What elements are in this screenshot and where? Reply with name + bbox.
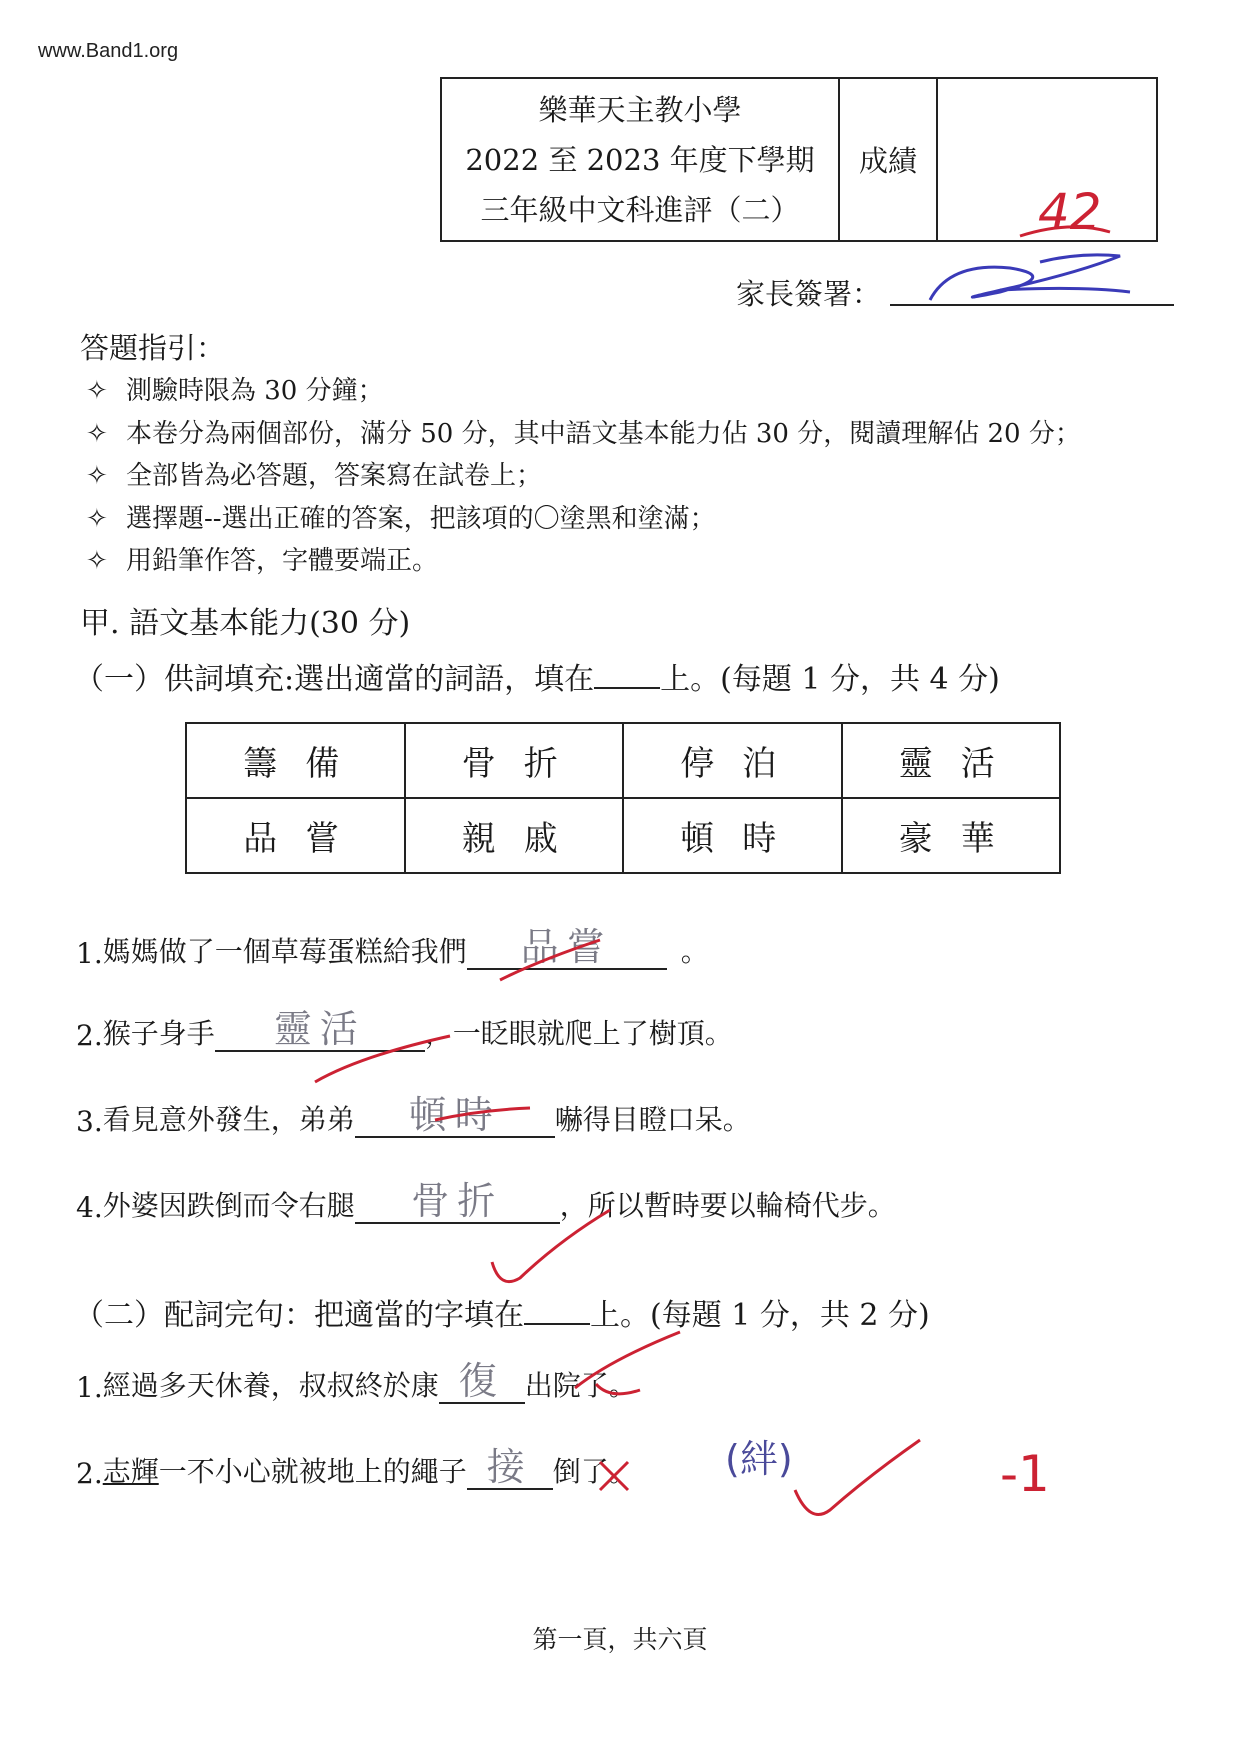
- instruction-item: ✧ 選擇題--選出正確的答案，把該項的〇塗黑和塗滿；: [86, 498, 1081, 541]
- word-cell: 親戚: [405, 798, 624, 873]
- header-box: [440, 77, 1158, 242]
- teacher-correction: (絆): [725, 1437, 793, 1481]
- exam-name: 三年級中文科進評（二）: [480, 192, 800, 227]
- word-cell: 骨折: [405, 723, 624, 798]
- four-point-star-icon: ✧: [86, 418, 108, 449]
- score-label: 成績: [840, 79, 938, 240]
- q2-sentence-2: 2. 志輝 一不小心就被地上的繩子 接 倒了。: [76, 1445, 637, 1490]
- word-cell: 頓時: [623, 798, 842, 873]
- handwritten-answer: 頓時: [408, 1093, 501, 1137]
- q1-sentence-2: 2. 猴子身手 靈活 ，一眨眼就爬上了樹頂。: [76, 1007, 733, 1052]
- table-row: [186, 798, 1060, 873]
- parent-signature-scribble: [930, 255, 1130, 300]
- instruction-item: ✧ 測驗時限為 30 分鐘；: [86, 370, 1081, 413]
- instructions-list: [86, 370, 1081, 583]
- instruction-item: ✧ 全部皆為必答題，答案寫在試卷上；: [86, 455, 1081, 498]
- instruction-item: ✧ 用鉛筆作答，字體要端正。: [86, 540, 1081, 583]
- handwritten-score: 42: [1038, 183, 1102, 241]
- table-row: [186, 723, 1060, 798]
- q1-sentence-4: 4. 外婆因跌倒而令右腿 骨折 ，所以暫時要以輪椅代步。: [76, 1179, 896, 1224]
- word-cell: 停泊: [623, 723, 842, 798]
- handwritten-answer: 靈活: [273, 1007, 366, 1051]
- deduction-mark: -1: [1000, 1445, 1050, 1503]
- word-bank-table: [185, 722, 1061, 874]
- answer-blank[interactable]: [355, 1179, 560, 1224]
- example-blank: [594, 665, 660, 689]
- word-cell: 籌備: [186, 723, 405, 798]
- parent-signature-line: [890, 304, 1174, 306]
- page-footer: 第一頁，共六頁: [532, 1625, 708, 1654]
- answer-blank[interactable]: [439, 1359, 525, 1404]
- parent-signature-label: 家長簽署：: [736, 277, 882, 311]
- four-point-star-icon: ✧: [86, 503, 108, 534]
- word-cell: 品嘗: [186, 798, 405, 873]
- section-a-title: 甲. 語文基本能力(30 分): [80, 606, 411, 641]
- instructions-title: 答題指引：: [80, 331, 226, 365]
- handwritten-answer: 復: [458, 1359, 505, 1403]
- answer-blank[interactable]: [467, 925, 667, 970]
- check-mark: [795, 1440, 920, 1515]
- q1-sentence-3: 3. 看見意外發生，弟弟 頓時 嚇得目瞪口呆。: [76, 1093, 751, 1138]
- handwritten-answer: 骨折: [411, 1179, 504, 1223]
- school-name: 樂華天主教小學: [538, 92, 742, 127]
- instruction-item: ✧ 本卷分為兩個部份，滿分 50 分，其中語文基本能力佔 30 分，閱讀理解佔 20 分；: [86, 413, 1081, 456]
- answer-blank[interactable]: [355, 1093, 555, 1138]
- proper-name: 志輝: [102, 1455, 159, 1488]
- answer-blank[interactable]: [215, 1007, 425, 1052]
- q2-title: （二）配詞完句：把適當的字填在 上。(每題 1 分，共 2 分): [74, 1298, 930, 1333]
- watermark: www.Band1.org: [38, 40, 179, 62]
- four-point-star-icon: ✧: [86, 461, 108, 491]
- answer-blank[interactable]: [467, 1445, 553, 1490]
- q2-sentence-1: 1. 經過多天休養，叔叔終於康 復 出院了。: [76, 1359, 637, 1404]
- four-point-star-icon: ✧: [86, 546, 108, 576]
- q1-sentence-1: 1. 媽媽做了一個草莓蛋糕給我們 品嘗 。: [76, 925, 709, 970]
- example-blank: [524, 1301, 590, 1325]
- exam-title-cell: [442, 79, 840, 240]
- word-cell: 豪華: [842, 798, 1061, 873]
- handwritten-answer: 品嘗: [520, 925, 613, 969]
- four-point-star-icon: ✧: [86, 376, 108, 406]
- word-cell: 靈活: [842, 723, 1061, 798]
- school-year: 2022 至 2023 年度下學期: [465, 142, 815, 177]
- handwritten-answer: 接: [486, 1445, 533, 1489]
- q1-title: （一）供詞填充:選出適當的詞語，填在 上。(每題 1 分，共 4 分): [74, 662, 1000, 697]
- score-cell: [938, 79, 1156, 240]
